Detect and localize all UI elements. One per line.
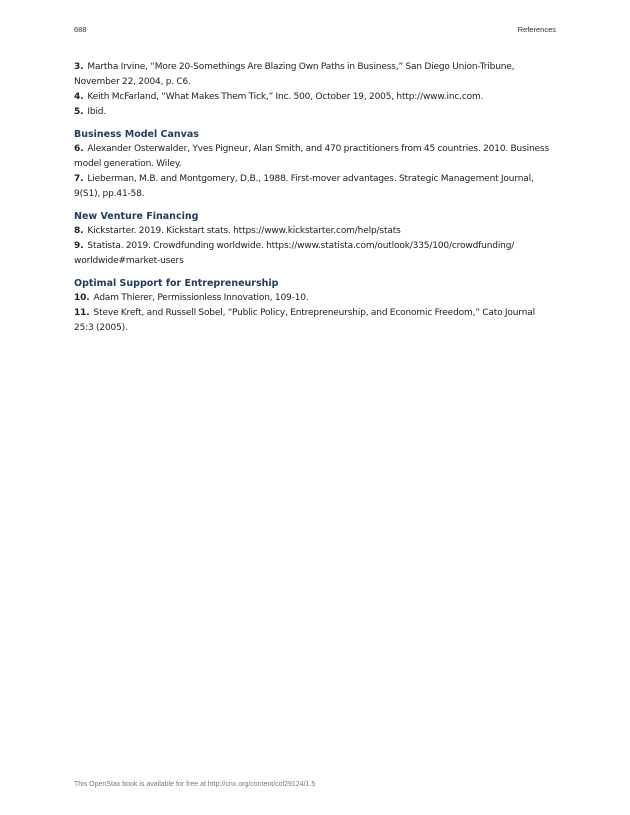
reference-text: Kickstarter. 2019. Kickstart stats. https://www.kickstarter.com/help/stats: [87, 226, 401, 236]
reference-text: Keith McFarland, “What Makes Them Tick,” Inc. 500, October 19, 2005, http://www.inc.com.: [87, 92, 484, 102]
reference-item: [74, 172, 556, 202]
reference-text: Martha Irvine, “More 20-Somethings Are Blazing Own Paths in Business,” San Diego Union-Tribune, November 22, 2004, p. C6.: [74, 62, 515, 87]
references-content: [74, 60, 556, 336]
reference-item: [74, 306, 556, 336]
reference-number: 3.: [74, 62, 84, 72]
reference-item: [74, 105, 556, 120]
reference-number: 9.: [74, 241, 84, 251]
reference-number: 11.: [74, 308, 90, 318]
page-number: 688: [74, 25, 87, 34]
reference-item: [74, 239, 556, 269]
reference-number: 10.: [74, 293, 90, 303]
reference-number: 7.: [74, 174, 84, 184]
section-heading-new-venture-financing: New Venture Financing: [74, 211, 199, 222]
reference-item: [74, 291, 556, 306]
page-footer: This OpenStax book is available for free at http://cnx.org/content/col29124/1.5: [74, 781, 316, 788]
running-title: References: [517, 25, 556, 34]
reference-text: Lieberman, M.B. and Montgomery, D.B., 1988. First-mover advantages. Strategic Management Journal, 9(S1), pp.41-58.: [74, 174, 534, 199]
reference-number: 5.: [74, 107, 84, 117]
reference-item: [74, 60, 556, 90]
reference-text: Steve Kreft, and Russell Sobel, “Public Policy, Entrepreneurship, and Economic Freedom,” Cato Journal 25:3 (2005).: [74, 308, 535, 333]
reference-number: 4.: [74, 92, 84, 102]
section-heading-business-model-canvas: Business Model Canvas: [74, 129, 199, 140]
page-header: [74, 25, 556, 37]
reference-number: 8.: [74, 226, 84, 236]
reference-text: Statista. 2019. Crowdfunding worldwide. https://www.statista.com/outlook/335/100/crowdfunding/ worldwide#market-users: [74, 241, 515, 266]
reference-item: [74, 142, 556, 172]
reference-text: Adam Thierer, Permissionless Innovation, 109-10.: [93, 293, 309, 303]
reference-text: Ibid.: [87, 107, 107, 117]
reference-text: Alexander Osterwalder, Yves Pigneur, Alan Smith, and 470 practitioners from 45 countries. 2010. Business model generation. Wiley.: [74, 144, 550, 169]
reference-item: [74, 90, 556, 105]
reference-item: [74, 224, 556, 239]
section-heading-optimal-support: Optimal Support for Entrepreneurship: [74, 278, 279, 289]
reference-number: 6.: [74, 144, 84, 154]
